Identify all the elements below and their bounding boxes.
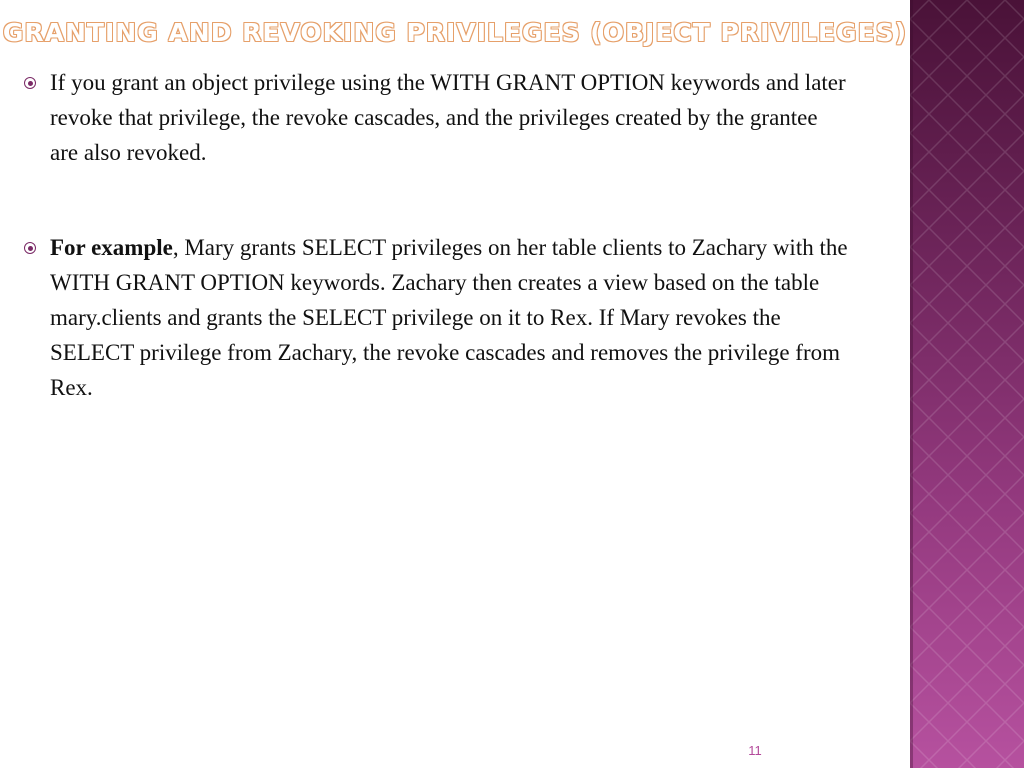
bullet-text-1: If you grant an object privilege using the WITH GRANT OPTION keywords and later revoke that privilege, the revoke cascades, and the privileges created by the grantee are also revoked.: [50, 70, 846, 165]
bullet-circle-icon: [24, 242, 36, 254]
decorative-side-panel: [910, 0, 1024, 768]
slide-title: GRANTING AND REVOKING PRIVILEGES (OBJECT PRIVILEGES): [2, 18, 908, 47]
bullet-item-1: [20, 65, 850, 170]
diamond-pattern: [910, 0, 1024, 768]
bullet-list: [20, 65, 850, 405]
bullet-circle-icon: [24, 77, 36, 89]
bullet-text-2: , Mary grants SELECT privileges on her table clients to Zachary with the WITH GRANT OPTION keywords. Zachary then creates a view based on the table mary.clients and grants the SELECT privilege on it to Rex. If Mary revokes the SELECT privilege from Zachary, the revoke cascades and removes the privilege from Rex.: [50, 235, 848, 400]
side-panel-edge: [910, 0, 913, 768]
bullet-lead-2: For example: [50, 235, 173, 260]
bullet-item-2: [20, 230, 850, 405]
page-number: 11: [748, 743, 762, 758]
